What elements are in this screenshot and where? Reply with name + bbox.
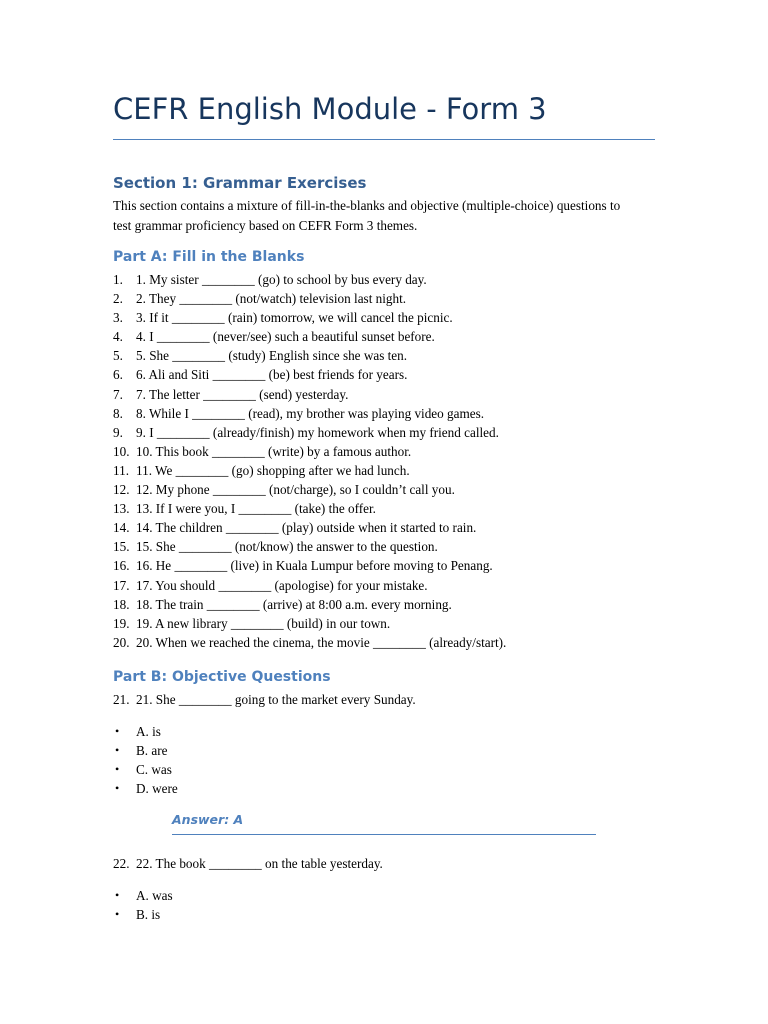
question-number: 18. bbox=[113, 596, 130, 612]
question-text: 17. You should ________ (apologise) for your mistake. bbox=[136, 577, 428, 593]
question-number: 22. bbox=[113, 856, 130, 871]
list-item bbox=[113, 385, 349, 404]
answer-label: Answer: A bbox=[172, 812, 244, 827]
question-text: 1. My sister ________ (go) to school by bus every day. bbox=[136, 272, 427, 287]
question-21 bbox=[113, 690, 416, 709]
list-item bbox=[113, 499, 376, 518]
option-text: C. was bbox=[136, 762, 172, 778]
question-text: 10. This book ________ (write) by a famous author. bbox=[136, 443, 412, 459]
bullet-icon: • bbox=[115, 762, 120, 777]
question-text: 22. The book ________ on the table yesterday. bbox=[136, 856, 383, 871]
question-number: 14. bbox=[113, 520, 130, 536]
question-number: 12. bbox=[113, 482, 130, 498]
question-number: 21. bbox=[113, 692, 130, 707]
question-text: 15. She ________ (not/know) the answer to the question. bbox=[136, 539, 438, 555]
question-text: 13. If I were you, I ________ (take) the offer. bbox=[136, 501, 376, 517]
question-number: 16. bbox=[113, 558, 130, 574]
question-text: 3. If it ________ (rain) tomorrow, we will cancel the picnic. bbox=[136, 310, 453, 326]
list-item bbox=[113, 461, 410, 480]
question-22 bbox=[113, 854, 383, 873]
question-number: 6. bbox=[113, 367, 123, 383]
question-number: 17. bbox=[113, 577, 130, 593]
bullet-icon: • bbox=[115, 743, 120, 758]
question-number: 3. bbox=[113, 310, 123, 326]
question-text: 2. They ________ (not/watch) television last night. bbox=[136, 291, 407, 307]
list-item bbox=[113, 289, 407, 308]
bullet-icon: • bbox=[115, 888, 120, 902]
question-number: 15. bbox=[113, 539, 130, 555]
option-text: A. was bbox=[136, 888, 173, 903]
question-text: 14. The children ________ (play) outside when it started to rain. bbox=[136, 520, 477, 536]
list-item bbox=[113, 327, 435, 346]
question-number: 1. bbox=[113, 272, 123, 287]
list-item bbox=[113, 308, 453, 327]
answer-divider bbox=[172, 834, 596, 835]
question-text: 8. While I ________ (read), my brother was playing video games. bbox=[136, 405, 485, 421]
question-number: 4. bbox=[113, 329, 123, 345]
part-b-heading: Part B: Objective Questions bbox=[113, 669, 331, 685]
question-number: 20. bbox=[113, 634, 130, 650]
option-text: B. is bbox=[136, 907, 161, 923]
question-text: 7. The letter ________ (send) yesterday. bbox=[136, 386, 349, 402]
question-number: 19. bbox=[113, 615, 130, 631]
list-item bbox=[113, 537, 438, 556]
list-item bbox=[113, 595, 452, 614]
question-number: 2. bbox=[113, 291, 123, 307]
option-text: B. are bbox=[136, 743, 168, 759]
question-text: 18. The train ________ (arrive) at 8:00 a.m. every morning. bbox=[136, 596, 452, 612]
question-number: 7. bbox=[113, 386, 123, 402]
question-text: 11. We ________ (go) shopping after we had lunch. bbox=[136, 462, 410, 478]
question-number: 11. bbox=[113, 462, 129, 478]
question-text: 5. She ________ (study) English since she was ten. bbox=[136, 348, 408, 364]
question-text: 16. He ________ (live) in Kuala Lumpur before moving to Penang. bbox=[136, 558, 493, 574]
question-number: 13. bbox=[113, 501, 130, 517]
section-intro: This section contains a mixture of fill-in-the-blanks and objective (multiple-choice) questions to test grammar proficiency based on CEFR Form 3 themes. bbox=[113, 198, 621, 233]
bullet-icon: • bbox=[115, 781, 120, 796]
option-text: A. is bbox=[136, 724, 161, 739]
question-text: 9. I ________ (already/finish) my homework when my friend called. bbox=[136, 424, 499, 440]
list-item bbox=[113, 480, 455, 499]
list-item bbox=[113, 633, 507, 652]
option-text: D. were bbox=[136, 781, 178, 797]
question-text: 6. Ali and Siti ________ (be) best friends for years. bbox=[136, 367, 408, 383]
page-title: CEFR English Module - Form 3 bbox=[113, 92, 547, 126]
list-item bbox=[113, 346, 408, 365]
list-item bbox=[113, 365, 408, 384]
question-number: 5. bbox=[113, 348, 123, 364]
list-item bbox=[113, 423, 499, 442]
part-a-heading: Part A: Fill in the Blanks bbox=[113, 249, 305, 265]
list-item bbox=[113, 442, 412, 461]
question-text: 12. My phone ________ (not/charge), so I couldn’t call you. bbox=[136, 482, 455, 498]
bullet-icon: • bbox=[115, 907, 120, 922]
list-item bbox=[113, 556, 493, 575]
question-text: 20. When we reached the cinema, the movie ________ (already/start). bbox=[136, 634, 507, 650]
title-divider bbox=[113, 139, 655, 140]
list-item bbox=[113, 270, 427, 289]
question-text: 21. She ________ going to the market every Sunday. bbox=[136, 692, 416, 707]
question-text: 19. A new library ________ (build) in our town. bbox=[136, 615, 391, 631]
part-a-question-list bbox=[113, 270, 507, 652]
bullet-icon: • bbox=[115, 724, 120, 738]
question-number: 10. bbox=[113, 443, 130, 459]
list-item bbox=[113, 518, 477, 537]
question-text: 4. I ________ (never/see) such a beautiful sunset before. bbox=[136, 329, 435, 345]
question-number: 8. bbox=[113, 405, 123, 421]
section-heading: Section 1: Grammar Exercises bbox=[113, 174, 367, 192]
list-item bbox=[113, 404, 485, 423]
list-item bbox=[113, 614, 391, 633]
list-item bbox=[113, 576, 428, 595]
question-number: 9. bbox=[113, 424, 123, 440]
